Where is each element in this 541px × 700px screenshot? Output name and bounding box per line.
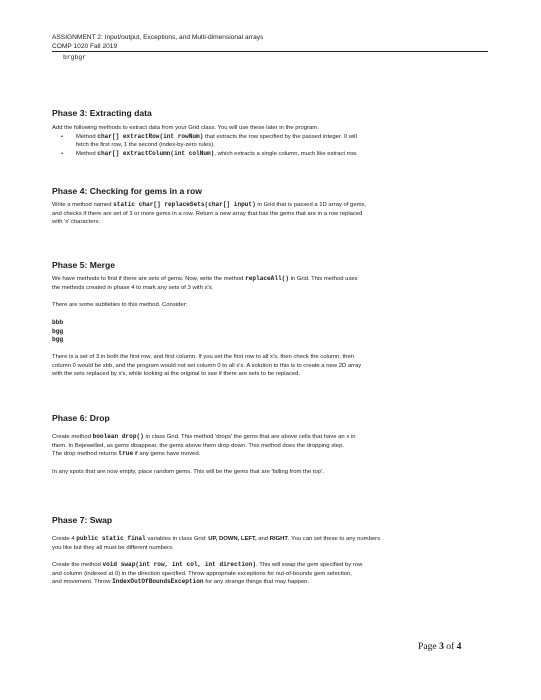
phase7-heading: Phase 7: Swap [52,515,113,525]
list-item: • Method char[] extractColumn(int colNum), which extracts a single column, much like extract row. [61,149,358,157]
header-code: brgbgr [63,54,87,61]
method-signature: char[] extractColumn(int colNum) [97,149,215,157]
direction-constants: UP, DOWN, LEFT, [208,536,257,542]
list-item: • Method char[] extractRow(int rowNum) that extracts the row specified by the passed integer. 0 will fetch the first row, 1 the second (index-by-zero rules). [61,132,357,149]
page-number: Page 3 of 4 [418,641,462,652]
method-signature: void swap(int row, int col, int direction) [102,561,257,569]
method-signature: char[] extractRow(int rowNum) [97,132,204,140]
phase7-variables: Create 4 public static final variables in class Grid: UP, DOWN, LEFT, and RIGHT. You can set these to any numbers you like but they all must be different numbers. [52,535,381,551]
phase3-heading: Phase 3: Extracting data [52,108,152,118]
phase7-swap: Create the method void swap(int row, int col, int direction). This will swap the gem specified by row and column (indexed at 0) in the direction specified. Throw appropriate exceptions for out-of-bounds gem selection, and movement. Throw IndexOutOfBoundsException for any strange things that may happen. [52,561,363,586]
exception-name: IndexOutOfBoundsException [112,578,204,586]
phase6-heading: Phase 6: Drop [52,413,110,423]
method-signature: boolean drop() [92,433,144,440]
method-signature: static char[] replaceSets(char[] input) [113,201,256,208]
phase5-paragraph: We have methods to find if there are sets of gems. Now, write the method replaceAll() in Grid. This method uses the methods created in phase 4 to mark any sets of 3 with x's. [52,275,358,291]
direction-constant-right: RIGHT [269,536,289,542]
phase3-method-list [52,133,488,159]
example-grid [52,319,488,345]
phase6-paragraph: Create method boolean drop() in class Grid. This method 'drops' the gems that are above cells that have an x in them. In Bejewelled, as gems disappear, the gems above them drop down. This method does the dropping step. The drop method returns true if any gems have moved. [52,433,356,458]
phase3-section [52,108,488,158]
phase4-section [52,186,488,227]
phase5-explanation: There is a set of 3 in both the first row, and first column. If you set the first row to all x's, then check the column, then column 0 would be xbb, and the program would not set column 0 to all x's. A solution to this is to create a new 2D array with the sets replaced by x's, while looking at the original to see if there are sets to be replaced. [52,354,362,378]
bullet-icon: • [61,133,64,140]
phase3-intro: Add the following methods to extract data from your Grid class. You will use these later in the program. [52,125,319,131]
current-page: 3 [439,641,444,652]
phase7-section [52,515,488,587]
page-header [52,33,488,61]
code-line: bbb [52,318,64,326]
method-name: replaceAll() [245,275,289,282]
bullet-icon: • [61,150,64,157]
phase5-subtleties: There are some subtleties to this method. Consider: [52,302,188,309]
phase4-heading: Phase 4: Checking for gems in a row [52,186,202,196]
course-term: COMP 1020 Fall 2019 [52,43,118,50]
assignment-title: ASSIGNMENT 2: Input/output, Exceptions, and Multi-dimensional arrays [52,34,264,41]
phase5-section [52,260,488,379]
code-line: bgg [52,336,64,344]
keyword-true: true [118,450,134,458]
phase5-heading: Phase 5: Merge [52,260,116,270]
phase6-empty-spots: In any spots that are now empty, place random gems. This will be the gems that are 'falling from the top'. [52,468,324,475]
header-divider [52,51,488,52]
total-pages: 4 [456,641,462,652]
code-line: bgg [52,327,64,335]
phase4-paragraph: Write a method named static char[] replaceSets(char[] input) in Grid that is passed a 1D array of gems, and checks if there are set of 3 or more gems in a row. Return a new array that has the gems that are in a row replaced with 'x' characters. [52,201,367,226]
modifier-keywords: public static final [76,535,146,542]
phase6-section [52,413,488,476]
